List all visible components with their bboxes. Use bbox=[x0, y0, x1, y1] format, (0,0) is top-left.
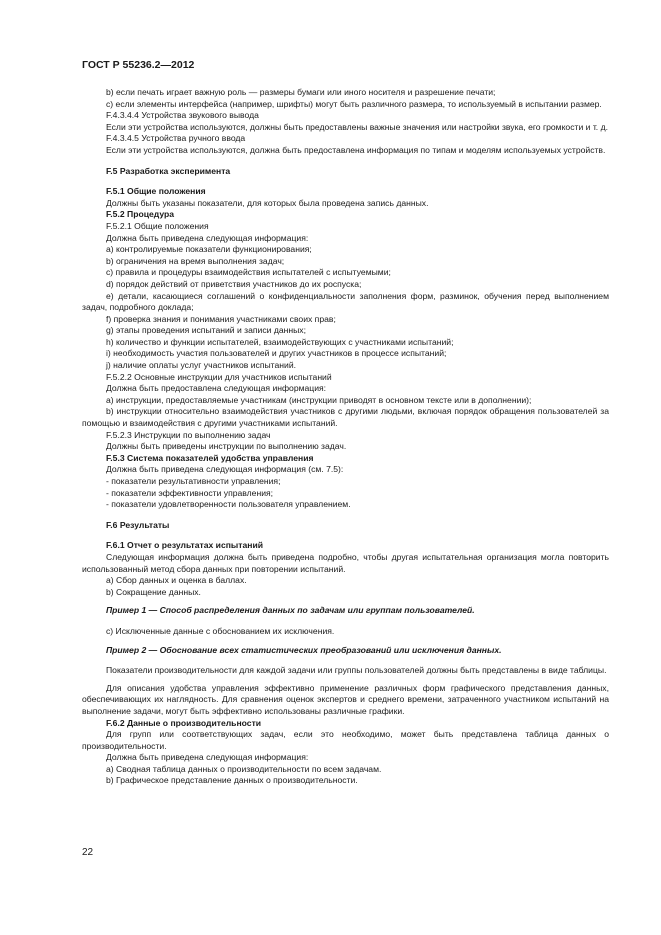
paragraph: Если эти устройства используются, должна быть предоставлена информация по типам и моделям используемых устройств. bbox=[106, 144, 606, 155]
paragraph: Для групп или соответствующих задач, если это необходимо, может быть представлена таблица данных о производительности. bbox=[82, 729, 609, 751]
document-body bbox=[82, 87, 609, 787]
paragraph: a) инструкции, предоставляемые участникам (инструкции приводят в основном тексте или в дополнении); bbox=[106, 394, 532, 405]
subsection-heading: F.5.3 Система показателей удобства управления bbox=[106, 452, 314, 463]
paragraph: i) необходимость участия пользователей и других участников в процессе испытаний; bbox=[106, 348, 447, 359]
subsection-heading: F.5.2 Процедура bbox=[106, 209, 175, 220]
paragraph: c) Исключенные данные с обоснованием их исключения. bbox=[106, 625, 335, 636]
document-header: ГОСТ Р 55236.2—2012 bbox=[82, 59, 195, 71]
paragraph: a) контролируемые показатели функционирования; bbox=[106, 244, 312, 255]
paragraph: Для описания удобства управления эффективно применение различных форм графического представления данных, обеспечивающих их наглядность. Для сравнения оценок экспертов и среднего времени, затраченного участником испытаний на выполнение задачи, могут быть эффективно использованы различные графики. bbox=[82, 682, 609, 716]
paragraph: Должны быть указаны показатели, для которых была проведена запись данных. bbox=[106, 197, 429, 208]
subsection-heading: F.6.2 Данные о производительности bbox=[106, 717, 262, 728]
paragraph: F.5.2.3 Инструкции по выполнению задач bbox=[106, 429, 271, 440]
paragraph: c) если элементы интерфейса (например, шрифты) могут быть различного размера, то используемый в испытании размер. bbox=[106, 98, 602, 109]
section-heading: F.5 Разработка эксперимента bbox=[106, 165, 231, 176]
paragraph: F.5.2.1 Общие положения bbox=[106, 220, 209, 231]
paragraph: Если эти устройства используются, должны быть предоставлены важные значения или настройки звука, его громкости и т. д. bbox=[106, 121, 608, 132]
paragraph: - показатели удовлетворенности пользователя управлением. bbox=[106, 499, 351, 510]
paragraph: Должна быть приведена следующая информация: bbox=[106, 232, 309, 243]
paragraph: Должна быть приведена следующая информация (см. 7.5): bbox=[106, 464, 344, 475]
paragraph: c) правила и процедуры взаимодействия испытателей с испытуемыми; bbox=[106, 267, 391, 278]
paragraph: f) проверка знания и понимания участниками своих прав; bbox=[106, 313, 336, 324]
section-heading: F.6 Результаты bbox=[106, 519, 170, 530]
paragraph: Должны быть приведены инструкции по выполнению задач. bbox=[106, 441, 347, 452]
paragraph: h) количество и функции испытателей, взаимодействующих с участниками испытаний; bbox=[106, 336, 454, 347]
paragraph: b) инструкции относительно взаимодействия участников с другими людьми, включая порядок обращения пользователей за помощью и взаимодействия с другими участниками испытаний. bbox=[82, 406, 609, 429]
paragraph: Должна быть предоставлена следующая информация: bbox=[106, 383, 327, 394]
subsection-heading: F.6.1 Отчет о результатах испытаний bbox=[106, 540, 264, 551]
paragraph: F.4.3.4.4 Устройства звукового вывода bbox=[106, 110, 259, 121]
paragraph: b) Сокращение данных. bbox=[106, 586, 201, 597]
paragraph: Показатели производительности для каждой задачи или группы пользователей должны быть представлены в виде таблицы. bbox=[106, 665, 607, 676]
paragraph: - показатели результативности управления; bbox=[106, 476, 281, 486]
paragraph: Должна быть приведена следующая информация: bbox=[106, 752, 309, 763]
paragraph: Следующая информация должна быть приведена подробно, чтобы другая испытательная организация могла повторить использованный метод сбора данных при повторении испытаний. bbox=[82, 551, 609, 574]
page-number: 22 bbox=[82, 847, 94, 858]
paragraph: - показатели эффективности управления; bbox=[106, 487, 274, 498]
paragraph: e) детали, касающиеся соглашений о конфиденциальности заполнения форм, разминок, обучения перед выполнением задач, подробного доклада; bbox=[82, 290, 609, 313]
paragraph: b) Графическое представление данных о производительности. bbox=[106, 775, 358, 786]
example-text: Пример 2 — Обоснование всех статистических преобразований или исключения данных. bbox=[106, 644, 502, 655]
paragraph: F.5.2.2 Основные инструкции для участников испытаний bbox=[106, 371, 332, 382]
paragraph: b) ограничения на время выполнения задач; bbox=[106, 255, 285, 266]
paragraph: a) Сводная таблица данных о производительности по всем задачам. bbox=[106, 763, 382, 774]
subsection-heading: F.5.1 Общие положения bbox=[106, 186, 206, 197]
paragraph: j) наличие оплаты услуг участников испытаний. bbox=[106, 360, 297, 371]
paragraph: a) Сбор данных и оценка в баллах. bbox=[106, 575, 247, 586]
paragraph: b) если печать играет важную роль — размеры бумаги или иного носителя и разрешение печати; bbox=[106, 87, 496, 97]
example-text: Пример 1 — Способ распределения данных по задачам или группам пользователей. bbox=[106, 605, 475, 616]
paragraph: d) порядок действий от приветствия участников до их роспуска; bbox=[106, 278, 362, 289]
paragraph: g) этапы проведения испытаний и записи данных; bbox=[106, 325, 306, 336]
paragraph: F.4.3.4.5 Устройства ручного ввода bbox=[106, 133, 246, 144]
